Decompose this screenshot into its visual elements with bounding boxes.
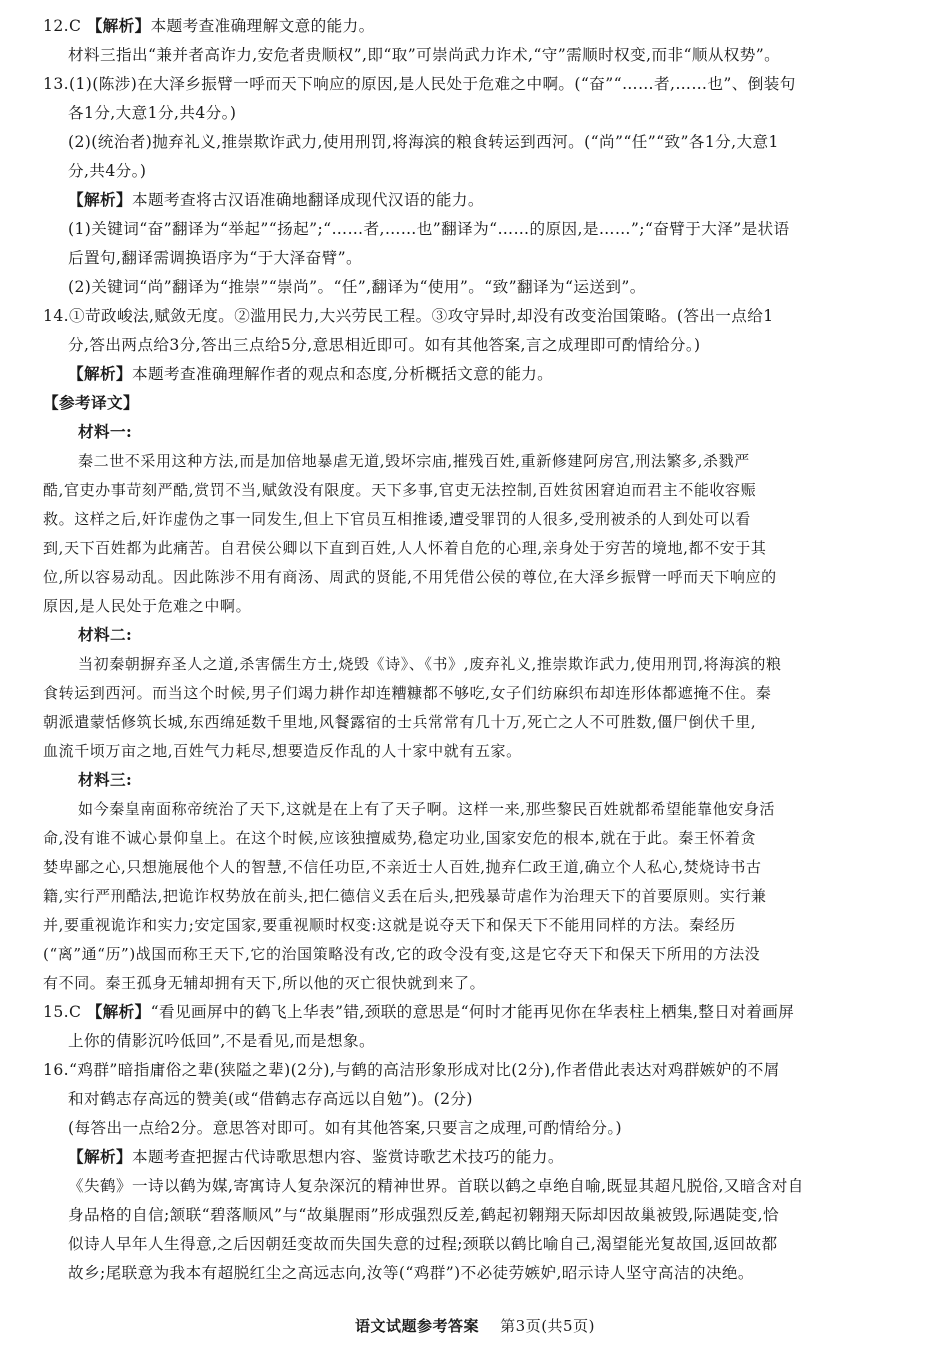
- bold-label: 【解析】: [68, 1147, 132, 1166]
- text-run: 救。这样之后,奸诈虚伪之事一同发生,但上下官员互相推诿,遭受罪罚的人很多,受刑被杀的人到处可以看: [43, 510, 751, 528]
- bold-label: 材料二:: [78, 625, 133, 644]
- text-line: [43, 856, 762, 878]
- text-line: [68, 334, 701, 356]
- text-line: [43, 914, 736, 936]
- text-run: 到,天下百姓都为此痛苦。自君侯公卿以下直到百姓,人人怀着自危的心理,亲身处于穷苦的境地,都不安于其: [43, 539, 767, 557]
- text-line: [78, 798, 775, 820]
- text-run: (1)关键词“奋”翻译为“举起”“扬起”;“……者,……也”翻译为“……的原因,是……”;“奋臂于大泽”是状语: [68, 220, 790, 238]
- text-line: [43, 740, 522, 762]
- bold-label: 【解析】: [86, 1002, 151, 1021]
- text-line: [78, 624, 132, 646]
- text-run: 15.C: [43, 1003, 87, 1021]
- text-line: [43, 73, 796, 95]
- text-line: [43, 885, 766, 907]
- text-run: 如今秦皇南面称帝统治了天下,这就是在上有了天子啊。这样一来,那些黎民百姓就都希望能靠他安身活: [78, 800, 776, 818]
- text-run: 12.C: [43, 17, 87, 35]
- text-line: [68, 1146, 564, 1168]
- text-run: 本题考查准确理解文意的能力。: [150, 17, 375, 35]
- footer-page-number: 第3页(共5页): [500, 1317, 595, 1335]
- text-run: 原因,是人民处于危难之中啊。: [43, 597, 252, 615]
- text-run: 《失鹤》一诗以鹤为媒,寄寓诗人复杂深沉的精神世界。首联以鹤之卓绝自喻,既显其超凡脱俗,又暗含对自: [68, 1177, 804, 1195]
- text-run: 分,共4分。): [68, 162, 147, 180]
- text-run: 食转运到西河。而当这个时候,男子们竭力耕作却连糟糠都不够吃,女子们纺麻织布却连形体都遮掩不住。秦: [43, 684, 772, 702]
- text-run: 籍,实行严刑酷法,把诡诈权势放在前头,把仁德信义丢在后头,把残暴苛虐作为治理天下的首要原则。实行兼: [43, 887, 767, 905]
- bold-label: 材料一:: [78, 422, 133, 441]
- text-line: [43, 1001, 794, 1023]
- text-line: [68, 218, 790, 240]
- text-line: [78, 769, 132, 791]
- text-run: 有不同。秦王孤身无辅却拥有天下,所以他的灭亡很快就到来了。: [43, 974, 486, 992]
- footer-title: 语文试题参考答案: [355, 1317, 480, 1335]
- text-line: [43, 15, 375, 37]
- text-line: [43, 479, 756, 501]
- text-run: 酷,官吏办事苛刻严酷,赏罚不当,赋敛没有限度。天下多事,官吏无法控制,百姓贫困窘迫而君主不能收容赈: [43, 481, 757, 499]
- text-run: 朝派遣蒙恬修筑长城,东西绵延数千里地,风餐露宿的士兵常常有几十万,死亡之人不可胜数,僵尸倒伏千里,: [43, 713, 757, 731]
- text-line: [68, 102, 236, 124]
- text-line: [78, 421, 132, 443]
- text-line: [68, 1262, 754, 1284]
- bold-label: 【解析】: [86, 16, 151, 35]
- text-run: 本题考查把握古代诗歌思想内容、鉴赏诗歌艺术技巧的能力。: [131, 1148, 564, 1166]
- text-run: 故乡;尾联意为我本有超脱红尘之高远志向,汝等(“鸡群”)不必徒劳嫉妒,昭示诗人坚守高洁的决绝。: [68, 1264, 754, 1282]
- text-run: 并,要重视诡诈和实力;安定国家,要重视顺时权变:这就是说夺天下和保天下不能用同样的方法。秦经历: [43, 916, 736, 934]
- text-run: (2)(统治者)抛弃礼义,推崇欺诈武力,使用刑罚,将海滨的粮食转运到西河。(“尚”“任”“致”各1分,大意1: [68, 133, 779, 151]
- text-run: 和对鹤志存高远的赞美(或“借鹤志存高远以自勉”)。(2分): [68, 1090, 473, 1108]
- text-line: [43, 566, 777, 588]
- text-run: 13.(1)(陈涉)在大泽乡振臂一呼而天下响应的原因,是人民处于危难之中啊。(“奋”“……者,……也”、倒装句: [43, 75, 796, 93]
- text-run: 本题考查将古汉语准确地翻译成现代汉语的能力。: [131, 191, 484, 209]
- text-run: (2)关键词“尚”翻译为“推崇”“崇尚”。“任”,翻译为“使用”。“致”翻译为“运送到”。: [68, 278, 646, 296]
- text-line: [68, 1233, 777, 1255]
- text-run: 血流千顷万亩之地,百姓气力耗尽,想要造反作乱的人十家中就有五家。: [43, 742, 522, 760]
- text-line: [68, 160, 146, 182]
- text-run: (每答出一点给2分。意思答对即可。如有其他答案,只要言之成理,可酌情给分。): [68, 1119, 622, 1137]
- text-line: [68, 276, 646, 298]
- bold-label: 【解析】: [68, 190, 132, 209]
- text-line: [68, 363, 553, 385]
- text-run: “看见画屏中的鹤飞上华表”错,颈联的意思是“何时才能再见你在华表柱上栖集,整日对着画屏: [150, 1003, 795, 1021]
- text-run: 似诗人早年人生得意,之后因朝廷变故而失国失意的过程;颈联以鹤比喻自己,渴望能光复故国,返回故都: [68, 1235, 778, 1253]
- text-line: [43, 711, 756, 733]
- text-line: [78, 450, 750, 472]
- text-line: [43, 1059, 780, 1081]
- text-run: 命,没有谁不诚心景仰皇上。在这个时候,应该独擅威势,稳定功业,国家安危的根本,就在于此。秦王怀着贪: [43, 829, 757, 847]
- text-line: [43, 827, 756, 849]
- footer-spacer: [484, 1317, 495, 1335]
- text-run: 14.①苛政峻法,赋敛无度。②滥用民力,大兴劳民工程。③攻守异时,却没有改变治国策略。(答出一点给1: [43, 307, 774, 325]
- text-run: (“离”通“历”)战国而称王天下,它的治国策略没有改,它的政令没有变,这是它夺天下和保天下所用的方法没: [43, 945, 761, 963]
- text-run: 材料三指出“兼并者高诈力,安危者贵顺权”,即“取”可崇尚武力诈术,“守”需顺时权变,而非“顺从权势”。: [68, 46, 781, 64]
- text-line: [78, 653, 782, 675]
- text-line: [68, 131, 779, 153]
- text-run: 位,所以容易动乱。因此陈涉不用有商汤、周武的贤能,不用凭借公侯的尊位,在大泽乡振臂一呼而天下响应的: [43, 568, 777, 586]
- text-line: [43, 972, 485, 994]
- text-line: [68, 247, 362, 269]
- page-footer: [0, 1315, 950, 1337]
- text-line: [43, 392, 139, 414]
- text-line: [43, 595, 251, 617]
- text-line: [43, 537, 766, 559]
- text-line: [68, 1117, 622, 1139]
- text-line: [43, 508, 751, 530]
- text-run: 当初秦朝摒弃圣人之道,杀害儒生方士,烧毁《诗》、《书》,废弃礼义,推崇欺诈武力,使用刑罚,将海滨的粮: [78, 655, 782, 673]
- text-run: 上你的倩影沉吟低回”,不是看见,而是想象。: [68, 1032, 375, 1050]
- text-run: 各1分,大意1分,共4分。): [68, 104, 237, 122]
- text-line: [68, 1088, 473, 1110]
- text-line: [43, 305, 774, 327]
- text-line: [68, 189, 484, 211]
- text-line: [43, 682, 771, 704]
- text-line: [68, 44, 780, 66]
- text-line: [68, 1175, 804, 1197]
- bold-label: 【解析】: [68, 364, 132, 383]
- text-line: [68, 1204, 779, 1226]
- text-line: [68, 1030, 375, 1052]
- text-run: 后置句,翻译需调换语序为“于大泽奋臂”。: [68, 249, 362, 267]
- text-run: 身品格的自信;颔联“碧落顺风”与“故巢腥雨”形成强烈反差,鹤起初翱翔天际却因故巢被毁,际遇陡变,恰: [68, 1206, 779, 1224]
- text-run: 16.“鸡群”暗指庸俗之辈(狭隘之辈)(2分),与鹤的高洁形象形成对比(2分),作者借此表达对鸡群嫉妒的不屑: [43, 1061, 780, 1079]
- text-run: 本题考查准确理解作者的观点和态度,分析概括文意的能力。: [131, 365, 554, 383]
- text-run: 分,答出两点给3分,答出三点给5分,意思相近即可。如有其他答案,言之成理即可酌情给分。): [68, 336, 701, 354]
- text-run: 秦二世不采用这种方法,而是加倍地暴虐无道,毁坏宗庙,摧残百姓,重新修建阿房宫,刑法繁多,杀戮严: [78, 452, 750, 470]
- bold-label: 【参考译文】: [43, 393, 139, 412]
- text-run: 婪卑鄙之心,只想施展他个人的智慧,不信任功臣,不亲近士人百姓,抛弃仁政王道,确立个人私心,焚烧诗书古: [43, 858, 762, 876]
- bold-label: 材料三:: [78, 770, 133, 789]
- text-line: [43, 943, 760, 965]
